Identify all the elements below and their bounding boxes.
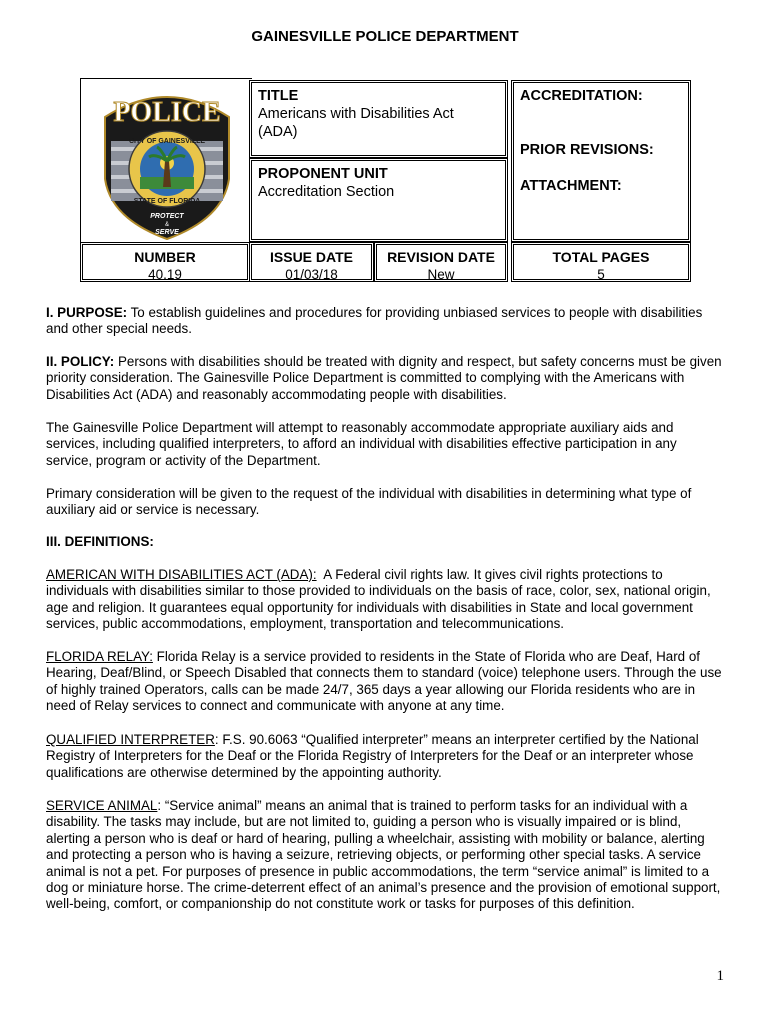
svg-text:SERVE: SERVE	[155, 229, 179, 236]
total-pages-cell	[511, 242, 691, 282]
page-number: 1	[716, 968, 724, 984]
purpose-text: To establish guidelines and procedures for providing unbiased services to people with disabilities and other special needs.	[46, 305, 703, 337]
ada-definition	[46, 567, 726, 633]
relay-term: FLORIDA RELAY:	[46, 649, 153, 664]
svg-text:PROTECT: PROTECT	[150, 213, 184, 220]
revision-date-label: REVISION DATE	[387, 249, 495, 265]
issue-date-label: ISSUE DATE	[270, 249, 353, 265]
number-value: 40.19	[148, 267, 182, 282]
prior-revisions-label: PRIOR REVISIONS:	[520, 142, 654, 158]
proponent-label: PROPONENT UNIT	[258, 166, 388, 182]
title-value-line2: (ADA)	[258, 124, 298, 140]
interpreter-term: QUALIFIED INTERPRETER	[46, 732, 215, 747]
revision-date-value: New	[427, 267, 455, 282]
interpreter-definition	[46, 732, 726, 781]
total-pages-value: 5	[597, 267, 605, 282]
svg-text:STATE OF FLORIDA: STATE OF FLORIDA	[133, 198, 201, 205]
service-animal-definition	[46, 798, 726, 913]
svg-text:CITY OF GAINESVILLE: CITY OF GAINESVILLE	[128, 138, 206, 145]
total-pages-label: TOTAL PAGES	[552, 249, 650, 265]
accreditation-box	[511, 80, 691, 242]
svg-text:&: &	[164, 222, 170, 228]
title-label: TITLE	[258, 88, 299, 104]
svg-text:POLICE: POLICE	[113, 97, 221, 128]
title-value-line1: Americans with Disabilities Act	[258, 106, 454, 122]
policy-paragraph-3	[46, 486, 726, 519]
issue-date-cell	[249, 242, 374, 282]
service-animal-term: SERVICE ANIMAL	[46, 798, 158, 813]
relay-text: Florida Relay is a service provided to residents in the State of Florida who are Deaf, Hard of Hearing, Deaf/Blind, or Speech Disabled that connects them to standard (voice) telephone users. Through the use of highly trained Operators, calls can be made 24/7, 365 days a year allowing our Florida residents who are in need of Relay services to connect and communicate with anyone at any time.	[46, 649, 722, 714]
policy-paragraph	[46, 354, 726, 403]
department-title: GAINESVILLE POLICE DEPARTMENT	[251, 28, 519, 45]
attachment-label: ATTACHMENT:	[520, 178, 622, 194]
purpose-heading: I. PURPOSE:	[46, 305, 128, 320]
policy-heading: II. POLICY:	[46, 354, 115, 369]
ada-term: AMERICAN WITH DISABILITIES ACT (ADA):	[46, 567, 317, 582]
police-badge-logo	[97, 83, 237, 241]
interpreter-text: : F.S. 90.6063 “Qualified interpreter” means an interpreter certified by the National Registry of Interpreters for the Deaf or the Florida Registry of Interpreters for the Deaf or an interpreter whose qualifications are otherwise determined by the appointing authority.	[46, 732, 699, 780]
title-box	[249, 80, 508, 158]
policy-p3-text: Primary consideration will be given to the request of the individual with disabilities in determining what type of auxiliary aid or service is necessary.	[46, 486, 692, 518]
number-label: NUMBER	[134, 249, 196, 265]
policy-p2-text: The Gainesville Police Department will attempt to reasonably accommodate appropriate auxiliary aids and services, including qualified interpreters, to afford an individual with disabilities effective participation in any service, program or activity of the Department.	[46, 420, 677, 468]
proponent-value: Accreditation Section	[258, 184, 395, 200]
relay-definition	[46, 649, 726, 715]
revision-date-cell	[374, 242, 508, 282]
policy-text: Persons with disabilities should be treated with dignity and respect, but safety concerns must be given priority consideration. The Gainesville Police Department is committed to complying with the Americans with Disabilities Act (ADA) and reasonably accommodating people with disabilities.	[46, 354, 722, 402]
ada-text: A Federal civil rights law. It gives civil rights protections to individuals with disabilities similar to those provided to individuals on the basis of race, color, sex, national origin, age and religion. It guarantees equal opportunity for individuals with disabilities in State and local government services, public accommodations, employment, transportation and telecommunications.	[46, 567, 711, 632]
proponent-box	[249, 158, 508, 242]
purpose-paragraph	[46, 305, 726, 338]
badge-cell	[80, 78, 252, 246]
number-cell	[80, 242, 250, 282]
definitions-heading: III. DEFINITIONS:	[46, 534, 154, 549]
service-animal-text: : “Service animal” means an animal that is trained to perform tasks for an individual with a disability. The tasks may include, but are not limited to, guiding a person who is visually impaired or is blind, alerting a person who is deaf or hard of hearing, pulling a wheelchair, assisting with mobility or balance, alerting and protecting a person who is having a seizure, retrieving objects, or performing other special tasks. A service animal is not a pet. For purposes of presence in public accommodations, the term “service animal” is limited to a dog or miniature horse. The crime-deterrent effect of an animal’s presence and the provision of emotional support, well-being, comfort, or companionship do not constitute work or tasks for purposes of this definition.	[46, 798, 721, 912]
definitions-heading-block	[46, 534, 726, 550]
accreditation-label: ACCREDITATION:	[520, 88, 643, 104]
issue-date-value: 01/03/18	[285, 267, 338, 282]
policy-paragraph-2	[46, 420, 726, 469]
